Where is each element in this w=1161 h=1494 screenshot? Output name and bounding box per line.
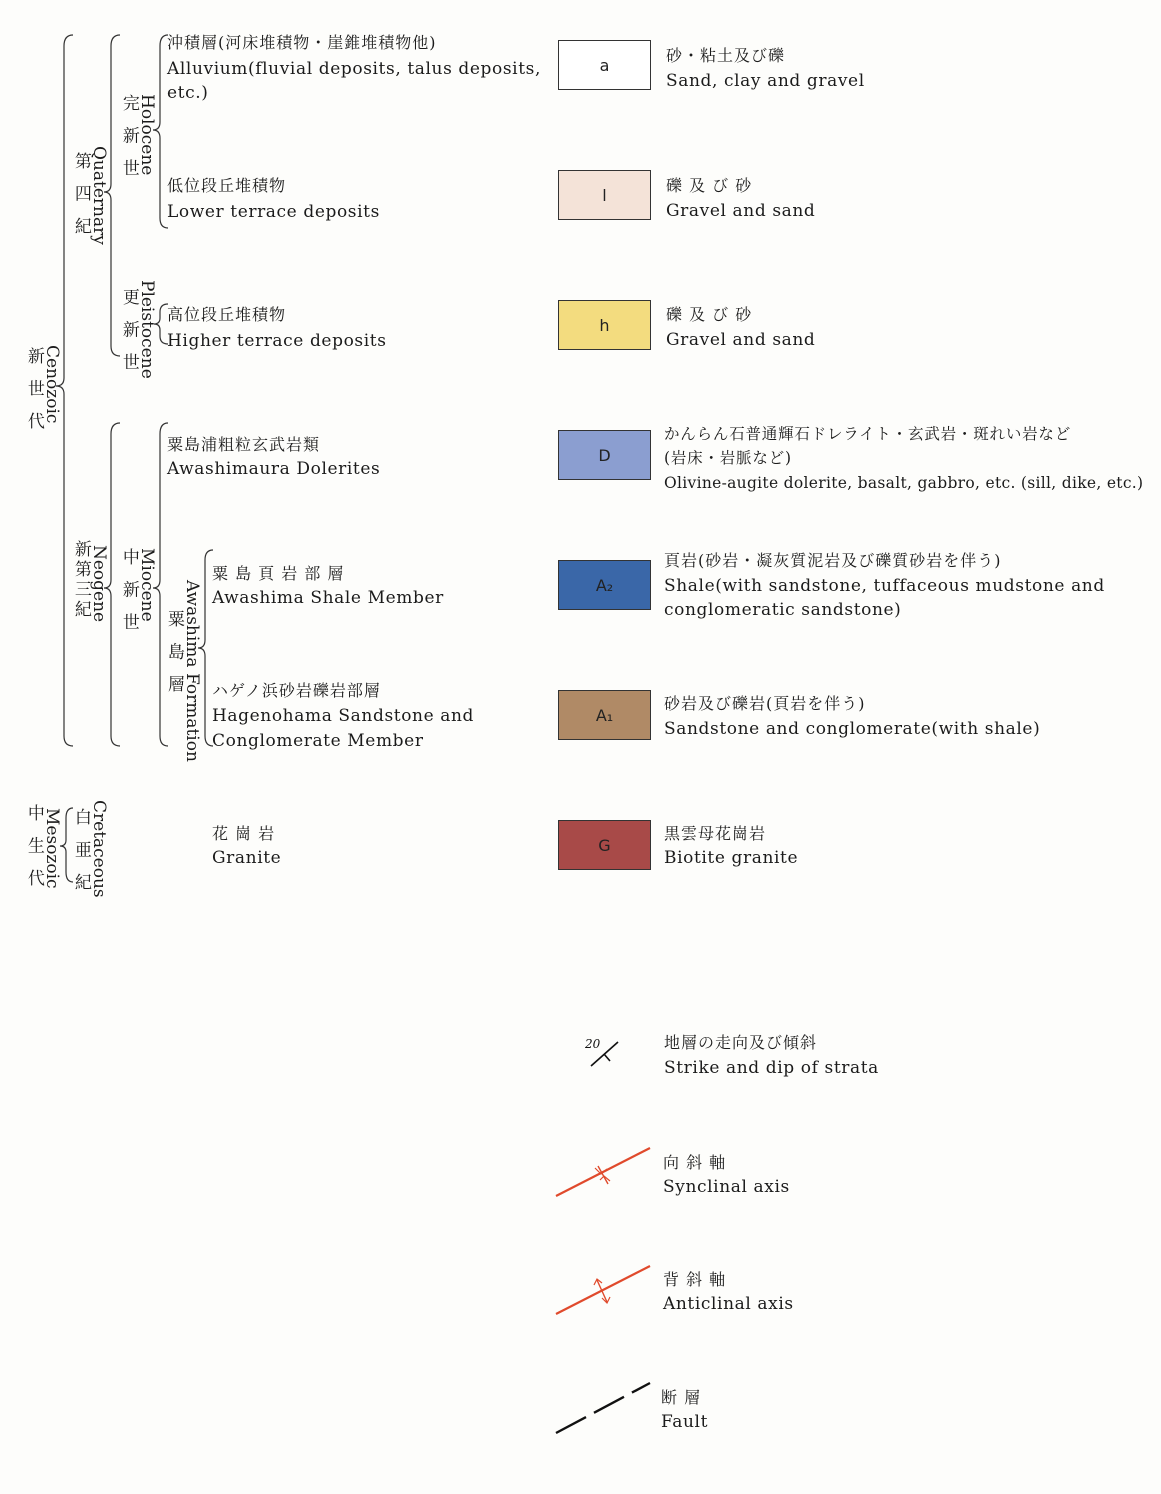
syncline-symbol xyxy=(550,1140,660,1210)
cretaceous-label-jp: 白 亜 紀 xyxy=(70,808,91,895)
awashima-formation-label-jp: 粟 島 層 xyxy=(163,610,184,697)
anticline-symbol xyxy=(550,1258,660,1328)
fault-label-en: Fault xyxy=(661,1412,708,1432)
alluvium-desc-en: Sand, clay and gravel xyxy=(666,71,865,91)
mesozoic-label-en: Mesozoic xyxy=(41,808,62,889)
hagenohama-member-desc-jp: 砂岩及び礫岩(頁岩を伴う) xyxy=(664,694,866,713)
shale-member-desc-en: Shale(with sandstone, tuffaceous mudstone and xyxy=(664,576,1105,596)
quaternary-label-jp: 第 四 紀 xyxy=(70,152,91,239)
syncline-label-en: Synclinal axis xyxy=(663,1177,790,1197)
shale-member-desc-en-2: conglomeratic sandstone) xyxy=(664,600,902,620)
granite-name-en: Granite xyxy=(212,848,282,868)
strike-dip-value: 20 xyxy=(585,1037,601,1051)
pleistocene-label-jp: 更 新 世 xyxy=(118,288,139,375)
shale-member-name-en: Awashima Shale Member xyxy=(212,588,444,608)
alluvium-name-en: Alluvium(fluvial deposits, talus deposits, xyxy=(167,59,541,79)
dolerites-name-jp: 粟島浦粗粒玄武岩類 xyxy=(167,435,321,454)
legend-box-shale-member: A₂ xyxy=(558,560,651,610)
pleistocene-label-en: Pleistocene xyxy=(136,280,157,379)
alluvium-name-jp: 沖積層(河床堆積物・崖錐堆積物他) xyxy=(167,33,437,52)
holocene-label-en: Holocene xyxy=(136,94,157,176)
cretaceous-label-en: Cretaceous xyxy=(88,800,109,898)
dolerites-desc-jp: かんらん石普通輝石ドレライト・玄武岩・斑れい岩など xyxy=(664,425,1072,443)
hagenohama-member-name-en: Hagenohama Sandstone and xyxy=(212,706,475,726)
mesozoic-label-jp: 中 生 代 xyxy=(23,804,44,891)
syncline-label-jp: 向 斜 軸 xyxy=(663,1153,727,1172)
granite-desc-en: Biotite granite xyxy=(664,848,799,868)
quaternary-label-en: Quaternary xyxy=(88,146,109,245)
neogene-label-en: Neogene xyxy=(88,545,109,623)
granite-name-jp: 花 崗 岩 xyxy=(212,824,276,843)
shale-member-name-jp: 粟 島 頁 岩 部 層 xyxy=(212,564,345,583)
alluvium-name-en-2: etc.) xyxy=(167,83,209,103)
lower-terrace-desc-jp: 礫 及 び 砂 xyxy=(666,176,753,195)
fault-label-jp: 断 層 xyxy=(661,1388,702,1407)
shale-member-desc-jp: 頁岩(砂岩・凝灰質泥岩及び礫質砂岩を伴う) xyxy=(664,551,1002,570)
strike-dip-symbol xyxy=(575,1030,635,1080)
anticline-label-jp: 背 斜 軸 xyxy=(663,1270,727,1289)
higher-terrace-name-en: Higher terrace deposits xyxy=(167,331,387,351)
alluvium-desc-jp: 砂・粘土及び礫 xyxy=(666,46,786,65)
awashima-formation-label-en: Awashima Formation xyxy=(181,580,202,762)
holocene-label-jp: 完 新 世 xyxy=(118,94,139,181)
hagenohama-member-name-jp: ハゲノ浜砂岩礫岩部層 xyxy=(212,681,381,700)
lower-terrace-desc-en: Gravel and sand xyxy=(666,201,816,221)
granite-desc-jp: 黒雲母花崗岩 xyxy=(664,824,767,843)
fault-symbol xyxy=(550,1375,660,1445)
legend-box-hagenohama-member: A₁ xyxy=(558,690,651,740)
dolerites-desc-en: Olivine-augite dolerite, basalt, gabbro, etc. (sill, dike, etc.) xyxy=(664,474,1144,492)
strike-dip-label-jp: 地層の走向及び傾斜 xyxy=(664,1033,818,1052)
neogene-label-jp: 新第三紀 xyxy=(70,540,91,620)
legend-box-alluvium: a xyxy=(558,40,651,90)
hagenohama-member-name-en-2: Conglomerate Member xyxy=(212,731,424,751)
hagenohama-member-desc-en: Sandstone and conglomerate(with shale) xyxy=(664,719,1041,739)
dolerites-desc-jp-2: (岩床・岩脈など) xyxy=(664,449,792,467)
miocene-label-jp: 中 新 世 xyxy=(118,548,139,635)
higher-terrace-desc-jp: 礫 及 び 砂 xyxy=(666,305,753,324)
higher-terrace-desc-en: Gravel and sand xyxy=(666,330,816,350)
miocene-label-en: Miocene xyxy=(136,548,157,622)
cenozoic-label-jp: 新 世 代 xyxy=(23,347,44,434)
lower-terrace-name-en: Lower terrace deposits xyxy=(167,202,380,222)
dolerites-name-en: Awashimaura Dolerites xyxy=(167,459,381,479)
legend-box-granite: G xyxy=(558,820,651,870)
legend-box-lower-terrace: l xyxy=(558,170,651,220)
cenozoic-label-en: Cenozoic xyxy=(41,345,62,424)
higher-terrace-name-jp: 高位段丘堆積物 xyxy=(167,305,287,324)
anticline-label-en: Anticlinal axis xyxy=(663,1294,794,1314)
lower-terrace-name-jp: 低位段丘堆積物 xyxy=(167,176,287,195)
legend-box-dolerites: D xyxy=(558,430,651,480)
legend-box-higher-terrace: h xyxy=(558,300,651,350)
strike-dip-label-en: Strike and dip of strata xyxy=(664,1058,879,1078)
